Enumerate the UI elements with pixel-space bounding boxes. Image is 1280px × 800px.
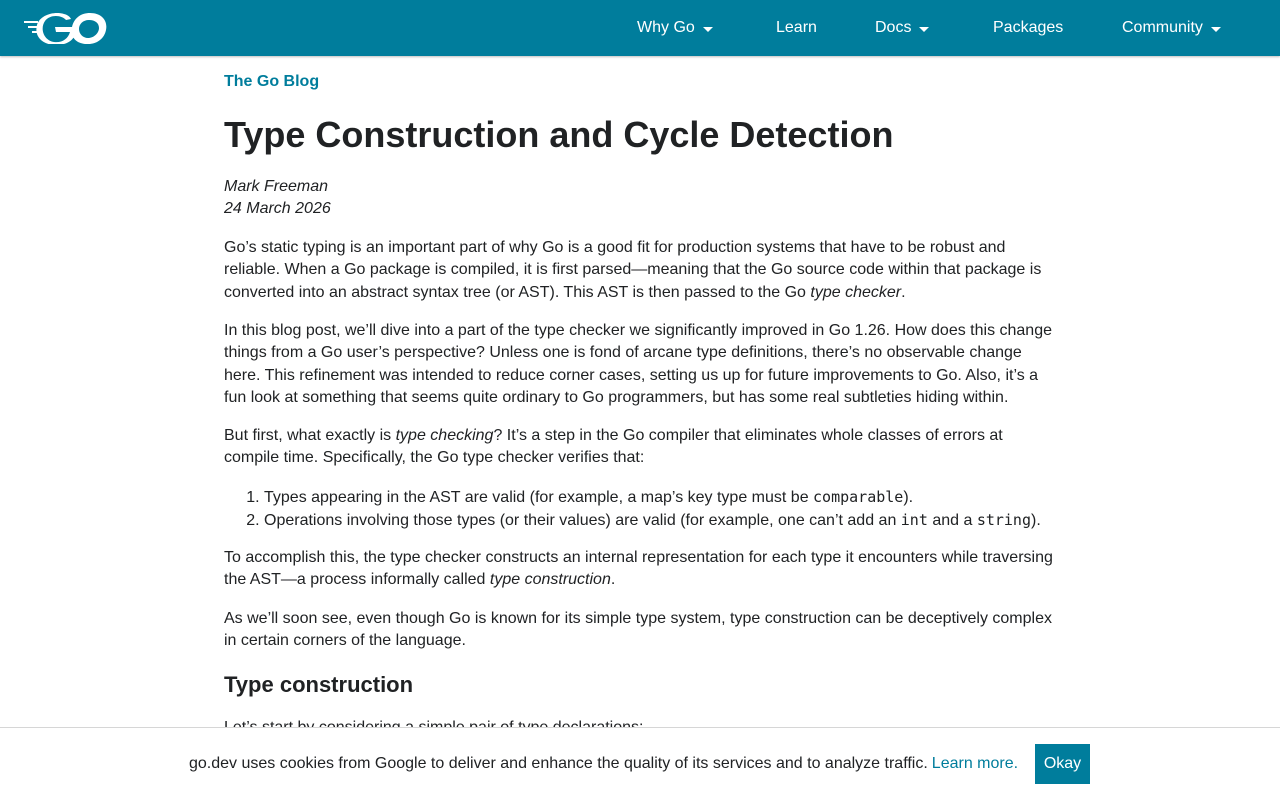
page-title: Type Construction and Cycle Detection: [224, 114, 894, 155]
paragraph-blog-post: In this blog post, we’ll dive into a part of the type checker we significantly improved in Go 1.26. How does this change things from a Go user’s perspective? Unless one is fond of arcane type definitions, there’s no observable change here. This refinement was intended to reduce corner cases, setting us up for future improvements to Go. Also, it’s a fun look at something that seems quite ordinary to Go programmers, but has some real subtleties hiding within.: [224, 322, 1052, 407]
cookie-text: go.dev uses cookies from Google to deliver and enhance the quality of its services and to analyze traffic.: [189, 755, 928, 772]
list-item-text: Operations involving those types (or their values) are valid (for example, one can’t add an: [264, 512, 901, 530]
list-item-text: and a: [927, 512, 977, 530]
list-item-text: Types appearing in the AST are valid (for example, a map’s key type must be: [264, 489, 814, 506]
post-date: 24 March 2026: [224, 200, 331, 217]
inline-code: string: [976, 511, 1031, 530]
inline-code: int: [900, 511, 928, 530]
emphasis-text: type checker: [810, 283, 902, 301]
paragraph-complexity: As we’ll soon see, even though Go is known for its simple type system, type construction can be deceptively complex in certain corners of the language.: [224, 610, 1052, 650]
section-heading: Type construction: [224, 672, 414, 697]
nav-learn[interactable]: [776, 0, 817, 56]
chevron-down-icon: [703, 27, 713, 32]
site-header: [0, 0, 1280, 56]
go-blog-link[interactable]: The Go Blog: [224, 73, 320, 90]
nav-docs-label: Docs: [875, 19, 912, 36]
emphasis-text: type checking: [395, 427, 494, 444]
chevron-down-icon: [1211, 27, 1221, 32]
paragraph-text: ? It’s a step in the Go compiler that eliminates whole classes of errors at compile time. Specifically, the Go type checker verifies that:: [224, 427, 1003, 467]
chevron-down-icon: [919, 27, 929, 32]
paragraph-text: But first, what exactly is: [224, 427, 396, 444]
list-item-text: ).: [903, 489, 914, 506]
learn-more-link[interactable]: Learn more.: [931, 755, 1019, 772]
okay-button[interactable]: Okay: [1035, 744, 1090, 784]
nav-why-go[interactable]: [637, 0, 713, 56]
paragraph-intro: [224, 237, 1060, 304]
paragraph-text: .: [610, 571, 616, 589]
paragraph-text: .: [901, 283, 906, 301]
inline-code: comparable: [813, 488, 904, 506]
nav-community-label: Community: [1122, 19, 1203, 36]
nav-packages-label: Packages: [993, 19, 1064, 36]
emphasis-text: type construction: [489, 571, 611, 589]
checks-list: [224, 486, 1060, 533]
paragraph-text: Go’s static typing is an important part of why Go is a good fit for production systems that have to be robust and reliable. When a Go package is compiled, it is first parsed—meaning that the Go source code within that package is converted into an abstract syntax tree (or AST). This AST is then passed to the Go: [224, 239, 1042, 301]
nav-learn-label: Learn: [776, 19, 817, 36]
nav-docs[interactable]: [875, 0, 929, 56]
paragraph-text: To accomplish this, the type checker constructs an internal representation for each type it encounters while traversing the AST—a process informally called: [224, 549, 1053, 589]
nav-community[interactable]: [1122, 0, 1221, 56]
cookie-banner: [0, 727, 1280, 800]
nav-packages[interactable]: [993, 0, 1063, 56]
nav-why-go-label: Why Go: [637, 19, 695, 36]
list-item: [264, 509, 1060, 532]
paragraph-type-construction: [224, 547, 1060, 592]
author-name: Mark Freeman: [224, 178, 329, 195]
paragraph-type-checking: [224, 425, 1060, 470]
cookie-notice: [189, 754, 1018, 774]
list-item: [264, 486, 1060, 509]
list-item-text: ).: [1031, 512, 1041, 530]
go-logo[interactable]: [24, 12, 108, 44]
